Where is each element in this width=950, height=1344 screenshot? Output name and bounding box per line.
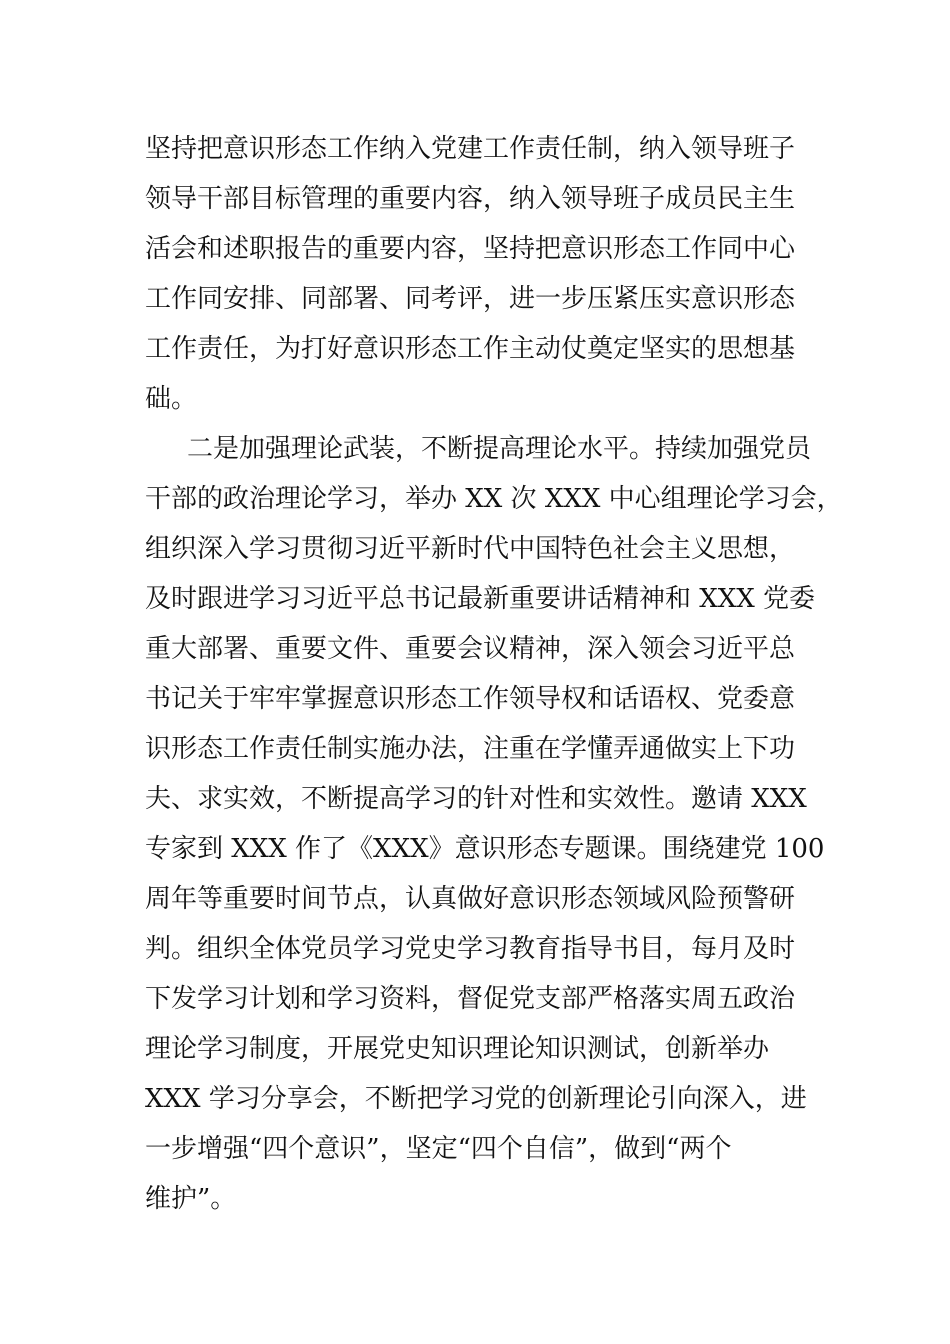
text-line: 活会和述职报告的重要内容，坚持把意识形态工作同中心	[145, 234, 796, 264]
paragraph-first-line: 二是加强理论武装，不断提高理论水平。持续加强党员	[187, 434, 812, 464]
text-line: 础。	[145, 384, 198, 414]
text-line: 及时跟进学习习近平总书记最新重要讲话精神和 XXX 党委	[145, 584, 816, 614]
text-line: 组织深入学习贯彻习近平新时代中国特色社会主义思想，	[145, 534, 796, 564]
text-line: 识形态工作责任制实施办法，注重在学懂弄通做实上下功	[145, 734, 796, 764]
text-line: 领导干部目标管理的重要内容，纳入领导班子成员民主生	[145, 184, 796, 214]
text-line: 专家到 XXX 作了《XXX》意识形态专题课。围绕建党 100	[145, 834, 825, 864]
text-line: 下发学习计划和学习资料，督促党支部严格落实周五政治	[145, 984, 796, 1014]
text-line: 书记关于牢牢掌握意识形态工作领导权和话语权、党委意	[145, 684, 796, 714]
text-line: 工作责任，为打好意识形态工作主动仗奠定坚实的思想基	[145, 334, 796, 364]
text-line: 维护”。	[145, 1184, 237, 1214]
text-line: 理论学习制度，开展党史知识理论知识测试，创新举办	[145, 1034, 770, 1064]
text-line: 判。组织全体党员学习党史学习教育指导书目，每月及时	[145, 934, 796, 964]
text-line: 坚持把意识形态工作纳入党建工作责任制，纳入领导班子	[145, 134, 796, 164]
text-line: 工作同安排、同部署、同考评，进一步压紧压实意识形态	[145, 284, 796, 314]
text-line: XXX 学习分享会，不断把学习党的创新理论引向深入，进	[145, 1084, 807, 1114]
text-line: 周年等重要时间节点，认真做好意识形态领域风险预警研	[145, 884, 796, 914]
text-line: 重大部署、重要文件、重要会议精神，深入领会习近平总	[145, 634, 796, 664]
text-line: 一步增强“四个意识”，坚定“四个自信”，做到“两个	[145, 1134, 732, 1164]
text-line: 干部的政治理论学习，举办 XX 次 XXX 中心组理论学习会，	[145, 484, 843, 514]
text-line: 夫、求实效，不断提高学习的针对性和实效性。邀请 XXX	[145, 784, 807, 814]
